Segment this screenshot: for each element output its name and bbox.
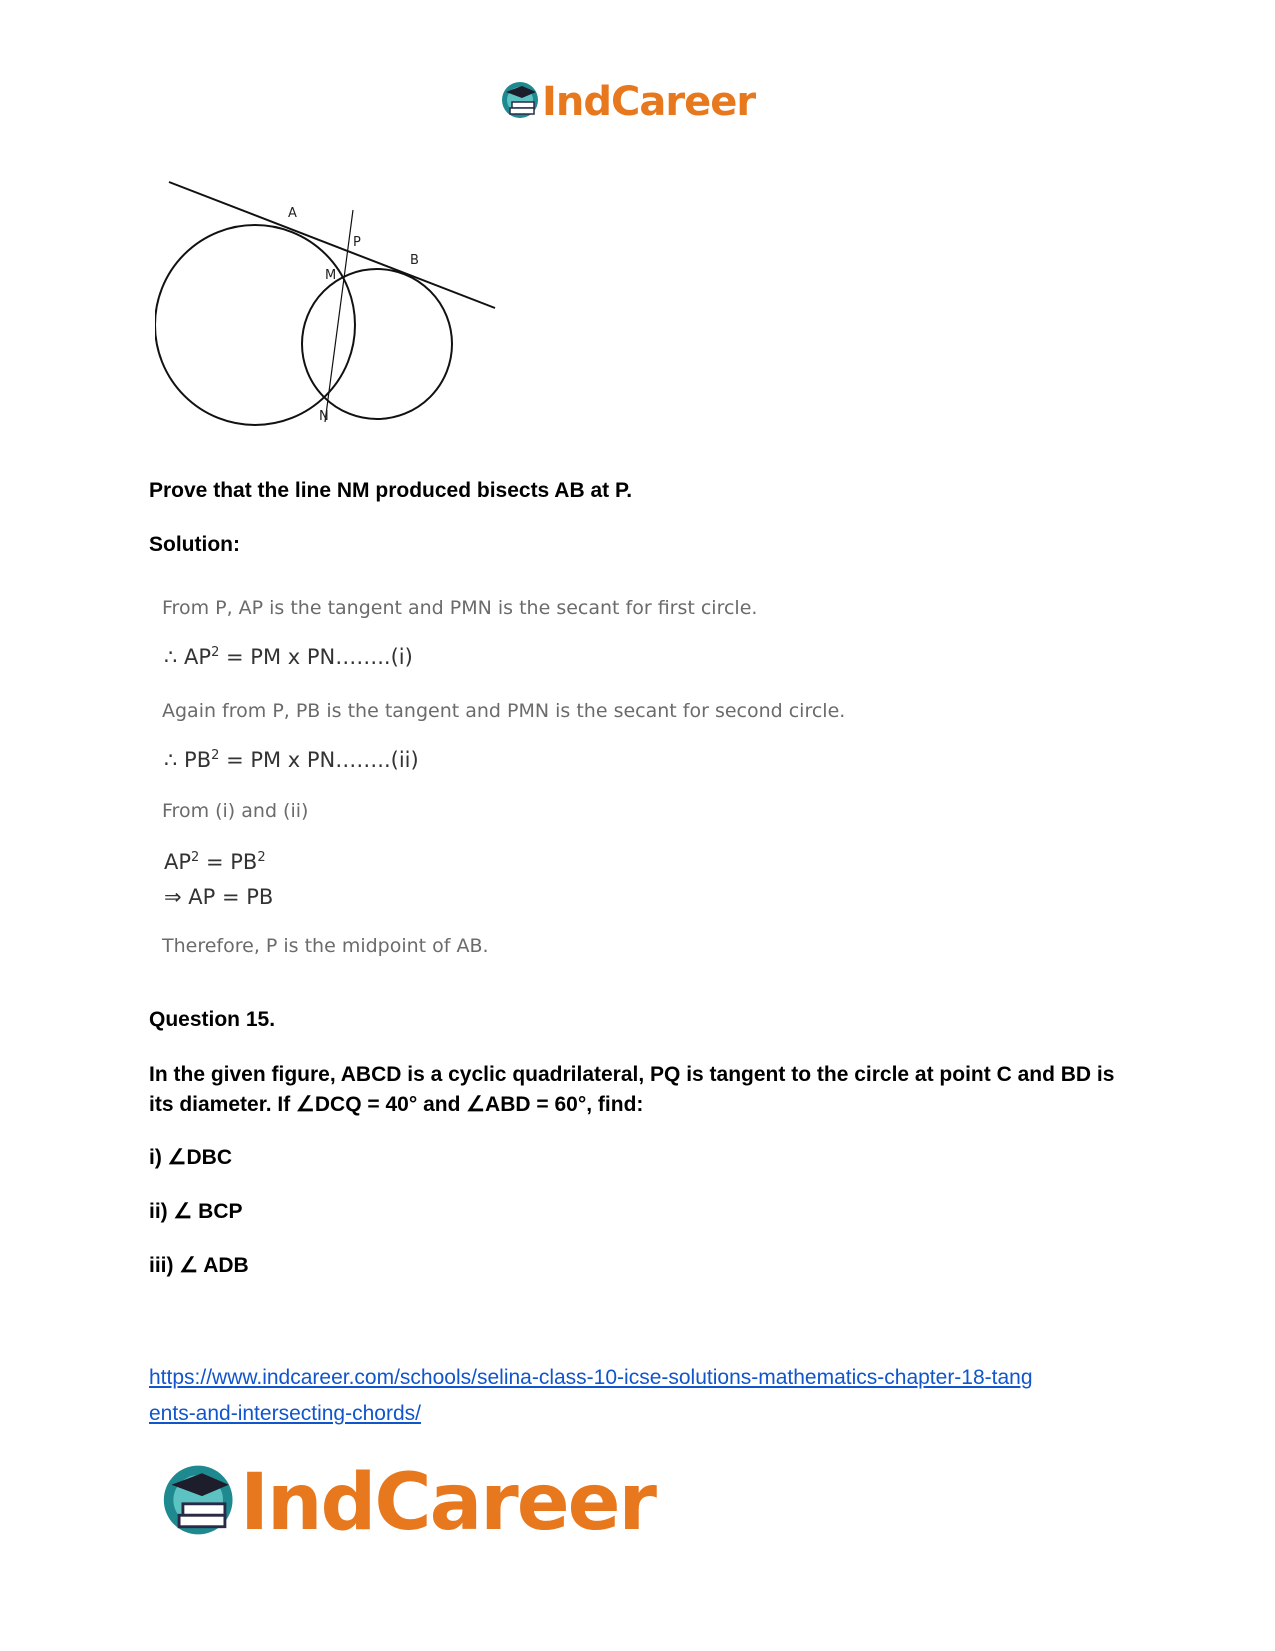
equation-2-left: ∴ PB xyxy=(164,748,212,772)
solution-line-1: From P, AP is the tangent and PMN is the secant for first circle. xyxy=(162,597,758,619)
equation-1-left: ∴ AP xyxy=(164,645,212,669)
source-link-line-1[interactable]: https://www.indcareer.com/schools/selina-class-10-icse-solutions-mathematics-chapter-18-tang xyxy=(149,1366,1033,1389)
question-15-part-iii: iii) ∠ ADB xyxy=(149,1254,249,1277)
source-link-line-2[interactable]: ents-and-intersecting-chords/ xyxy=(149,1402,421,1425)
indcareer-logo-bottom xyxy=(160,1458,700,1548)
first-circle xyxy=(155,225,355,425)
label-n: N xyxy=(319,409,329,424)
solution-line-2: Again from P, PB is the tangent and PMN is the secant for second circle. xyxy=(162,700,846,722)
solution-line-4: Therefore, P is the midpoint of AB. xyxy=(162,935,489,957)
solution-line-3: From (i) and (ii) xyxy=(162,800,309,822)
question-15-statement: In the given figure, ABCD is a cyclic quadrilateral, PQ is tangent to the circle at point C and BD is its diameter. If ∠DCQ = 40° and ∠ABD = 60°, find: xyxy=(149,1063,1115,1116)
equation-3 xyxy=(164,850,266,874)
equation-1-exponent: 2 xyxy=(211,645,220,660)
equation-3-mid: = PB xyxy=(199,850,258,874)
label-m: M xyxy=(325,268,337,283)
brand-name-large: IndCareer xyxy=(240,1458,655,1548)
label-a: A xyxy=(288,206,297,221)
equation-3-left: AP xyxy=(164,850,192,874)
question-15-part-i: i) ∠DBC xyxy=(149,1146,232,1169)
question-statement: Prove that the line NM produced bisects AB at P. xyxy=(149,479,633,502)
solution-heading: Solution: xyxy=(149,533,240,556)
equation-2 xyxy=(164,748,419,772)
label-b: B xyxy=(410,253,419,268)
source-link[interactable] xyxy=(149,1360,1149,1432)
equation-4: ⇒ AP = PB xyxy=(164,885,274,909)
question-15-heading: Question 15. xyxy=(149,1008,276,1031)
question-15-part-ii: ii) ∠ BCP xyxy=(149,1200,243,1223)
secant-line-nmp xyxy=(325,210,353,422)
graduation-book-icon xyxy=(500,78,544,122)
equation-2-exponent: 2 xyxy=(211,748,220,763)
graduation-book-icon xyxy=(160,1458,244,1542)
equation-2-right: = PM x PN……..(ii) xyxy=(219,748,419,772)
equation-1-right: = PM x PN……..(i) xyxy=(219,645,413,669)
indcareer-logo-top xyxy=(500,78,770,126)
second-circle xyxy=(302,269,452,419)
brand-name: IndCareer xyxy=(542,79,756,125)
equation-3-exponent-b: 2 xyxy=(257,850,266,865)
two-circles-tangent-figure xyxy=(155,180,535,455)
equation-1 xyxy=(164,645,413,669)
label-p: P xyxy=(353,235,361,250)
equation-3-exponent-a: 2 xyxy=(191,850,200,865)
tangent-line-ab xyxy=(169,182,495,308)
